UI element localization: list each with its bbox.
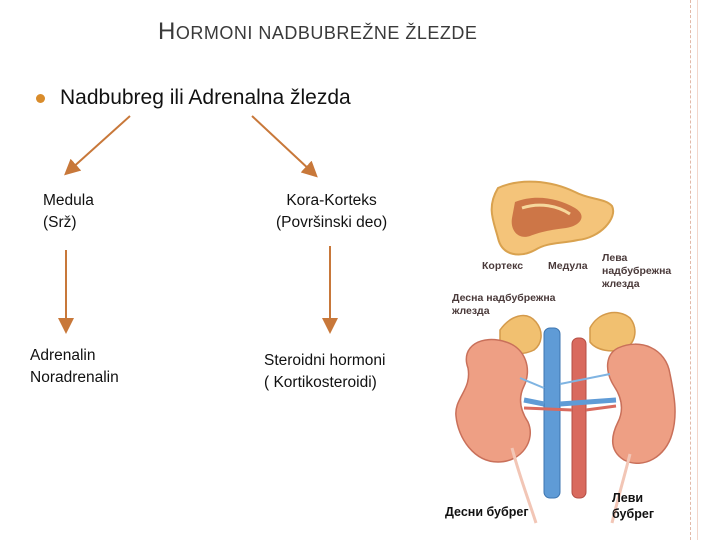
- caption-left-kidney-line2: бубрег: [612, 507, 655, 521]
- korteks-label: [276, 190, 387, 234]
- adrenal-illustration: [440, 178, 690, 528]
- caption-medulla: Медула: [548, 260, 588, 272]
- subtitle: Nadbubreg ili Adrenalna žlezda: [60, 86, 351, 109]
- right-kidney: [456, 340, 530, 462]
- caption-cortex: Кортекс: [482, 260, 524, 272]
- kidney-drawing: [440, 178, 690, 528]
- arrow-to-medula: [70, 116, 130, 170]
- caption-left-kidney: [612, 490, 654, 522]
- left-kidney: [608, 344, 675, 463]
- title-initial: H: [158, 18, 176, 45]
- medula-hormones: [30, 345, 119, 389]
- caption-right-gland-line1: Десна надбубрежна: [452, 292, 556, 304]
- caption-right-gland-line2: жлезда: [452, 305, 490, 317]
- caption-left-gland-line1: Лева: [602, 252, 628, 264]
- korteks-name: Kora-Korteks: [286, 192, 377, 209]
- caption-left-gland-line3: жлезда: [602, 278, 640, 290]
- medula-note: (Srž): [43, 214, 77, 231]
- vena-cava: [544, 328, 560, 498]
- medula-name: Medula: [43, 192, 94, 209]
- caption-left-kidney-line1: Леви: [612, 491, 644, 505]
- caption-right-kidney: Десни бубрег: [445, 505, 529, 519]
- medula-label: [43, 190, 94, 234]
- hormone-steroidni: Steroidni hormoni: [264, 352, 386, 369]
- aorta: [572, 338, 586, 498]
- caption-left-gland: [602, 252, 671, 291]
- title-rest: ORMONI NADBUBREŽNE ŽLEZDE: [175, 23, 478, 43]
- caption-left-gland-line2: надбубрежна: [602, 265, 672, 277]
- hormone-adrenalin: Adrenalin: [30, 347, 96, 364]
- hormone-noradrenalin: Noradrenalin: [30, 369, 119, 386]
- korteks-note: (Površinski deo): [276, 214, 388, 231]
- arrow-to-korteks: [252, 116, 312, 172]
- caption-right-gland: [452, 292, 556, 318]
- korteks-hormones: [264, 350, 385, 394]
- hormone-kortikosteroidi: ( Kortikosteroidi): [264, 374, 377, 391]
